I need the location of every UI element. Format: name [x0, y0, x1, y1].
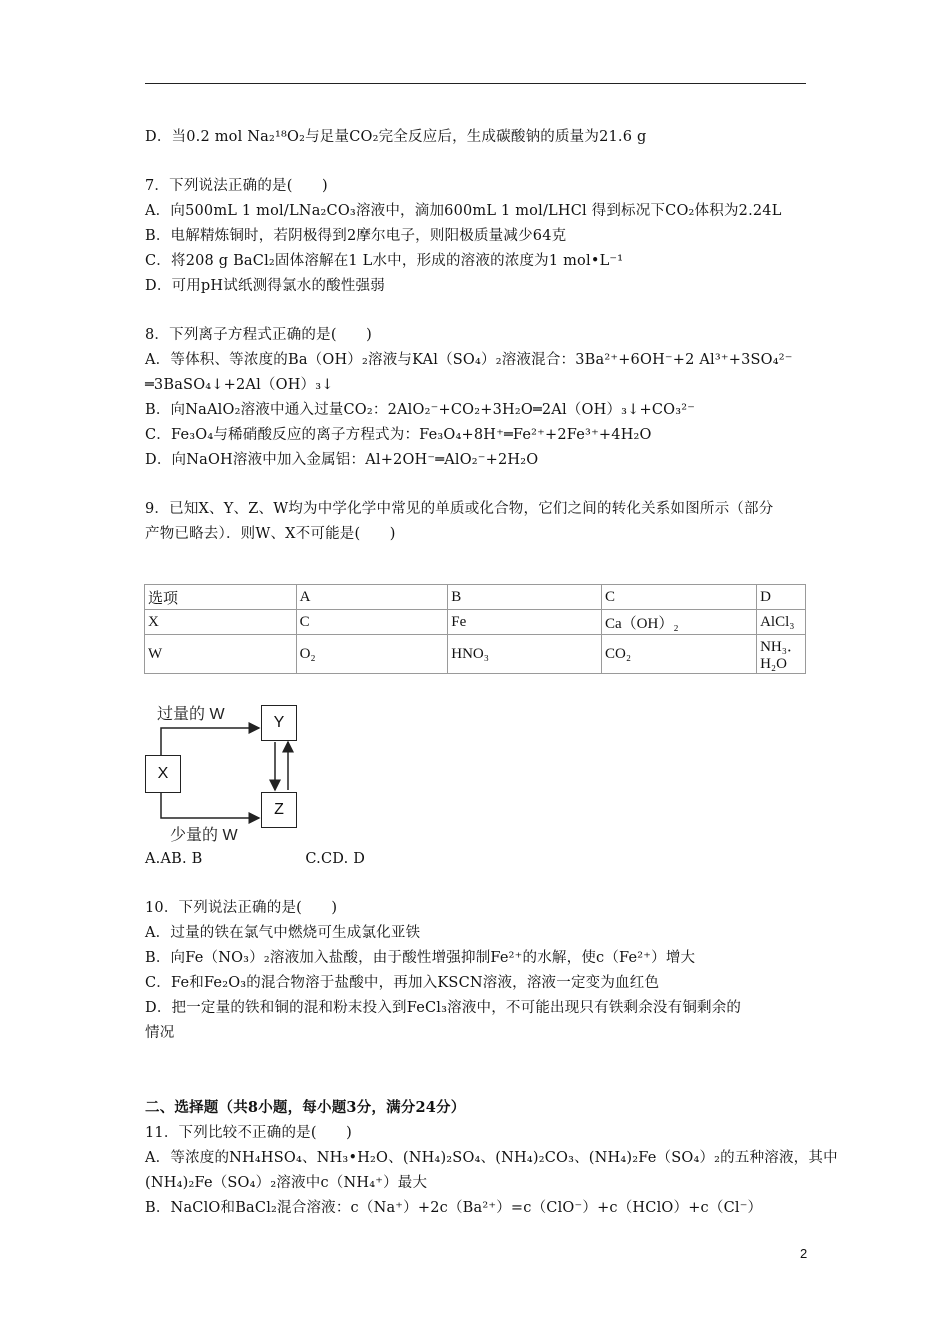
table-cell: Ca（OH）₂ [602, 610, 757, 635]
page-number: 2 [800, 1246, 808, 1261]
q11-option-a-line2: (NH₄)₂Fe（SO₄）₂溶液中c（NH₄⁺）最大 [145, 1175, 428, 1191]
q7-option-d: D．可用pH试纸测得氯水的酸性强弱 [145, 278, 385, 294]
q8-option-b: B．向NaAlO₂溶液中通入过量CO₂：2AlO₂⁻+CO₂+3H₂O═2Al（OH）₃↓+CO₃²⁻ [145, 402, 696, 418]
q11-option-a-line1: A．等浓度的NH₄HSO₄、NH₃•H₂O、(NH₄)₂SO₄、(NH₄)₂CO₃、(NH₄)₂Fe（SO₄）₂的五种溶液，其中 [145, 1150, 838, 1166]
table-cell: X [145, 610, 297, 635]
table-cell: NH₃．H₂O [757, 635, 806, 674]
q10-option-c: C．Fe和Fe₂O₃的混合物溶于盐酸中，再加入KSCN溶液，溶液一定变为血红色 [145, 975, 660, 991]
conversion-diagram [140, 696, 310, 846]
label-little-w: 少量的 W [170, 827, 238, 844]
q7-option-a: A．向500mL 1 mol/LNa₂CO₃溶液中，滴加600mL 1 mol/LHCl 得到标况下CO₂体积为2.24L [145, 203, 782, 219]
q9-answer-options: A.AB. B C.CD. D [145, 851, 366, 867]
table-row [145, 635, 806, 674]
q10-option-d-line1: D．把一定量的铁和铜的混和粉末投入到FeCl₃溶液中，不可能出现只有铁剩余没有铜剩余的 [145, 1000, 742, 1016]
table-row [145, 585, 806, 610]
q8-option-c: C．Fe₃O₄与稀硝酸反应的离子方程式为：Fe₃O₄+8H⁺═Fe²⁺+2Fe³⁺+4H₂O [145, 427, 652, 443]
table-cell: C [296, 610, 448, 635]
box-x: X [145, 755, 181, 793]
q7-stem: 7．下列说法正确的是( ) [145, 178, 328, 194]
q6-option-d: D．当0.2 mol Na₂¹⁸O₂与足量CO₂完全反应后，生成碳酸钠的质量为21.6 g [145, 129, 647, 145]
q10-stem: 10．下列说法正确的是( ) [145, 900, 338, 916]
table-cell: Fe [448, 610, 602, 635]
q11-option-b: B．NaClO和BaCl₂混合溶液：c（Na⁺）+2c（Ba²⁺）=c（ClO⁻）+c（HClO）+c（Cl⁻） [145, 1200, 763, 1216]
header-rule [145, 83, 806, 84]
arrow-x-to-z [161, 792, 259, 818]
q9-stem-line2: 产物已略去）．则W、X不可能是( ) [145, 526, 396, 542]
q8-option-a-line1: A．等体积、等浓度的Ba（OH）₂溶液与KAl（SO₄）₂溶液混合：3Ba²⁺+6OH⁻+2 Al³⁺+3SO₄²⁻ [145, 352, 793, 368]
section-2-heading: 二、选择题（共8小题，每小题3分，满分24分） [145, 1099, 466, 1116]
table-cell: D [757, 585, 806, 610]
q11-stem: 11．下列比较不正确的是( ) [145, 1125, 352, 1141]
table-cell: AlCl₃ [757, 610, 806, 635]
q10-option-b: B．向Fe（NO₃）₂溶液加入盐酸，由于酸性增强抑制Fe²⁺的水解，使c（Fe²⁺）增大 [145, 950, 696, 966]
table-cell: C [602, 585, 757, 610]
table-cell: A [296, 585, 448, 610]
q8-option-d: D．向NaOH溶液中加入金属铝：Al+2OH⁻═AlO₂⁻+2H₂O [145, 452, 539, 468]
q7-option-b: B．电解精炼铜时，若阴极得到2摩尔电子，则阳极质量减少64克 [145, 228, 567, 244]
label-excess-w: 过量的 W [157, 706, 225, 723]
table-cell: HNO₃ [448, 635, 602, 674]
q8-stem: 8．下列离子方程式正确的是( ) [145, 327, 372, 343]
q9-stem-line1: 9．已知X、Y、Z、W均为中学化学中常见的单质或化合物，它们之间的转化关系如图所示（部分 [145, 501, 774, 517]
q9-options-table [144, 584, 806, 674]
table-cell: 选项 [145, 585, 297, 610]
q10-option-a: A．过量的铁在氯气中燃烧可生成氯化亚铁 [145, 925, 421, 941]
table-cell: W [145, 635, 297, 674]
q7-option-c: C．将208 g BaCl₂固体溶解在1 L水中，形成的溶液的浓度为1 mol•L⁻¹ [145, 253, 624, 269]
table-row [145, 610, 806, 635]
box-z: Z [261, 792, 297, 828]
table-cell: CO₂ [602, 635, 757, 674]
q10-option-d-line2: 情况 [145, 1025, 175, 1041]
q8-option-a-line2: ═3BaSO₄↓+2Al（OH）₃↓ [145, 377, 334, 393]
table-cell: O₂ [296, 635, 448, 674]
table-cell: B [448, 585, 602, 610]
arrow-x-to-y [161, 728, 259, 755]
box-y: Y [261, 705, 297, 741]
